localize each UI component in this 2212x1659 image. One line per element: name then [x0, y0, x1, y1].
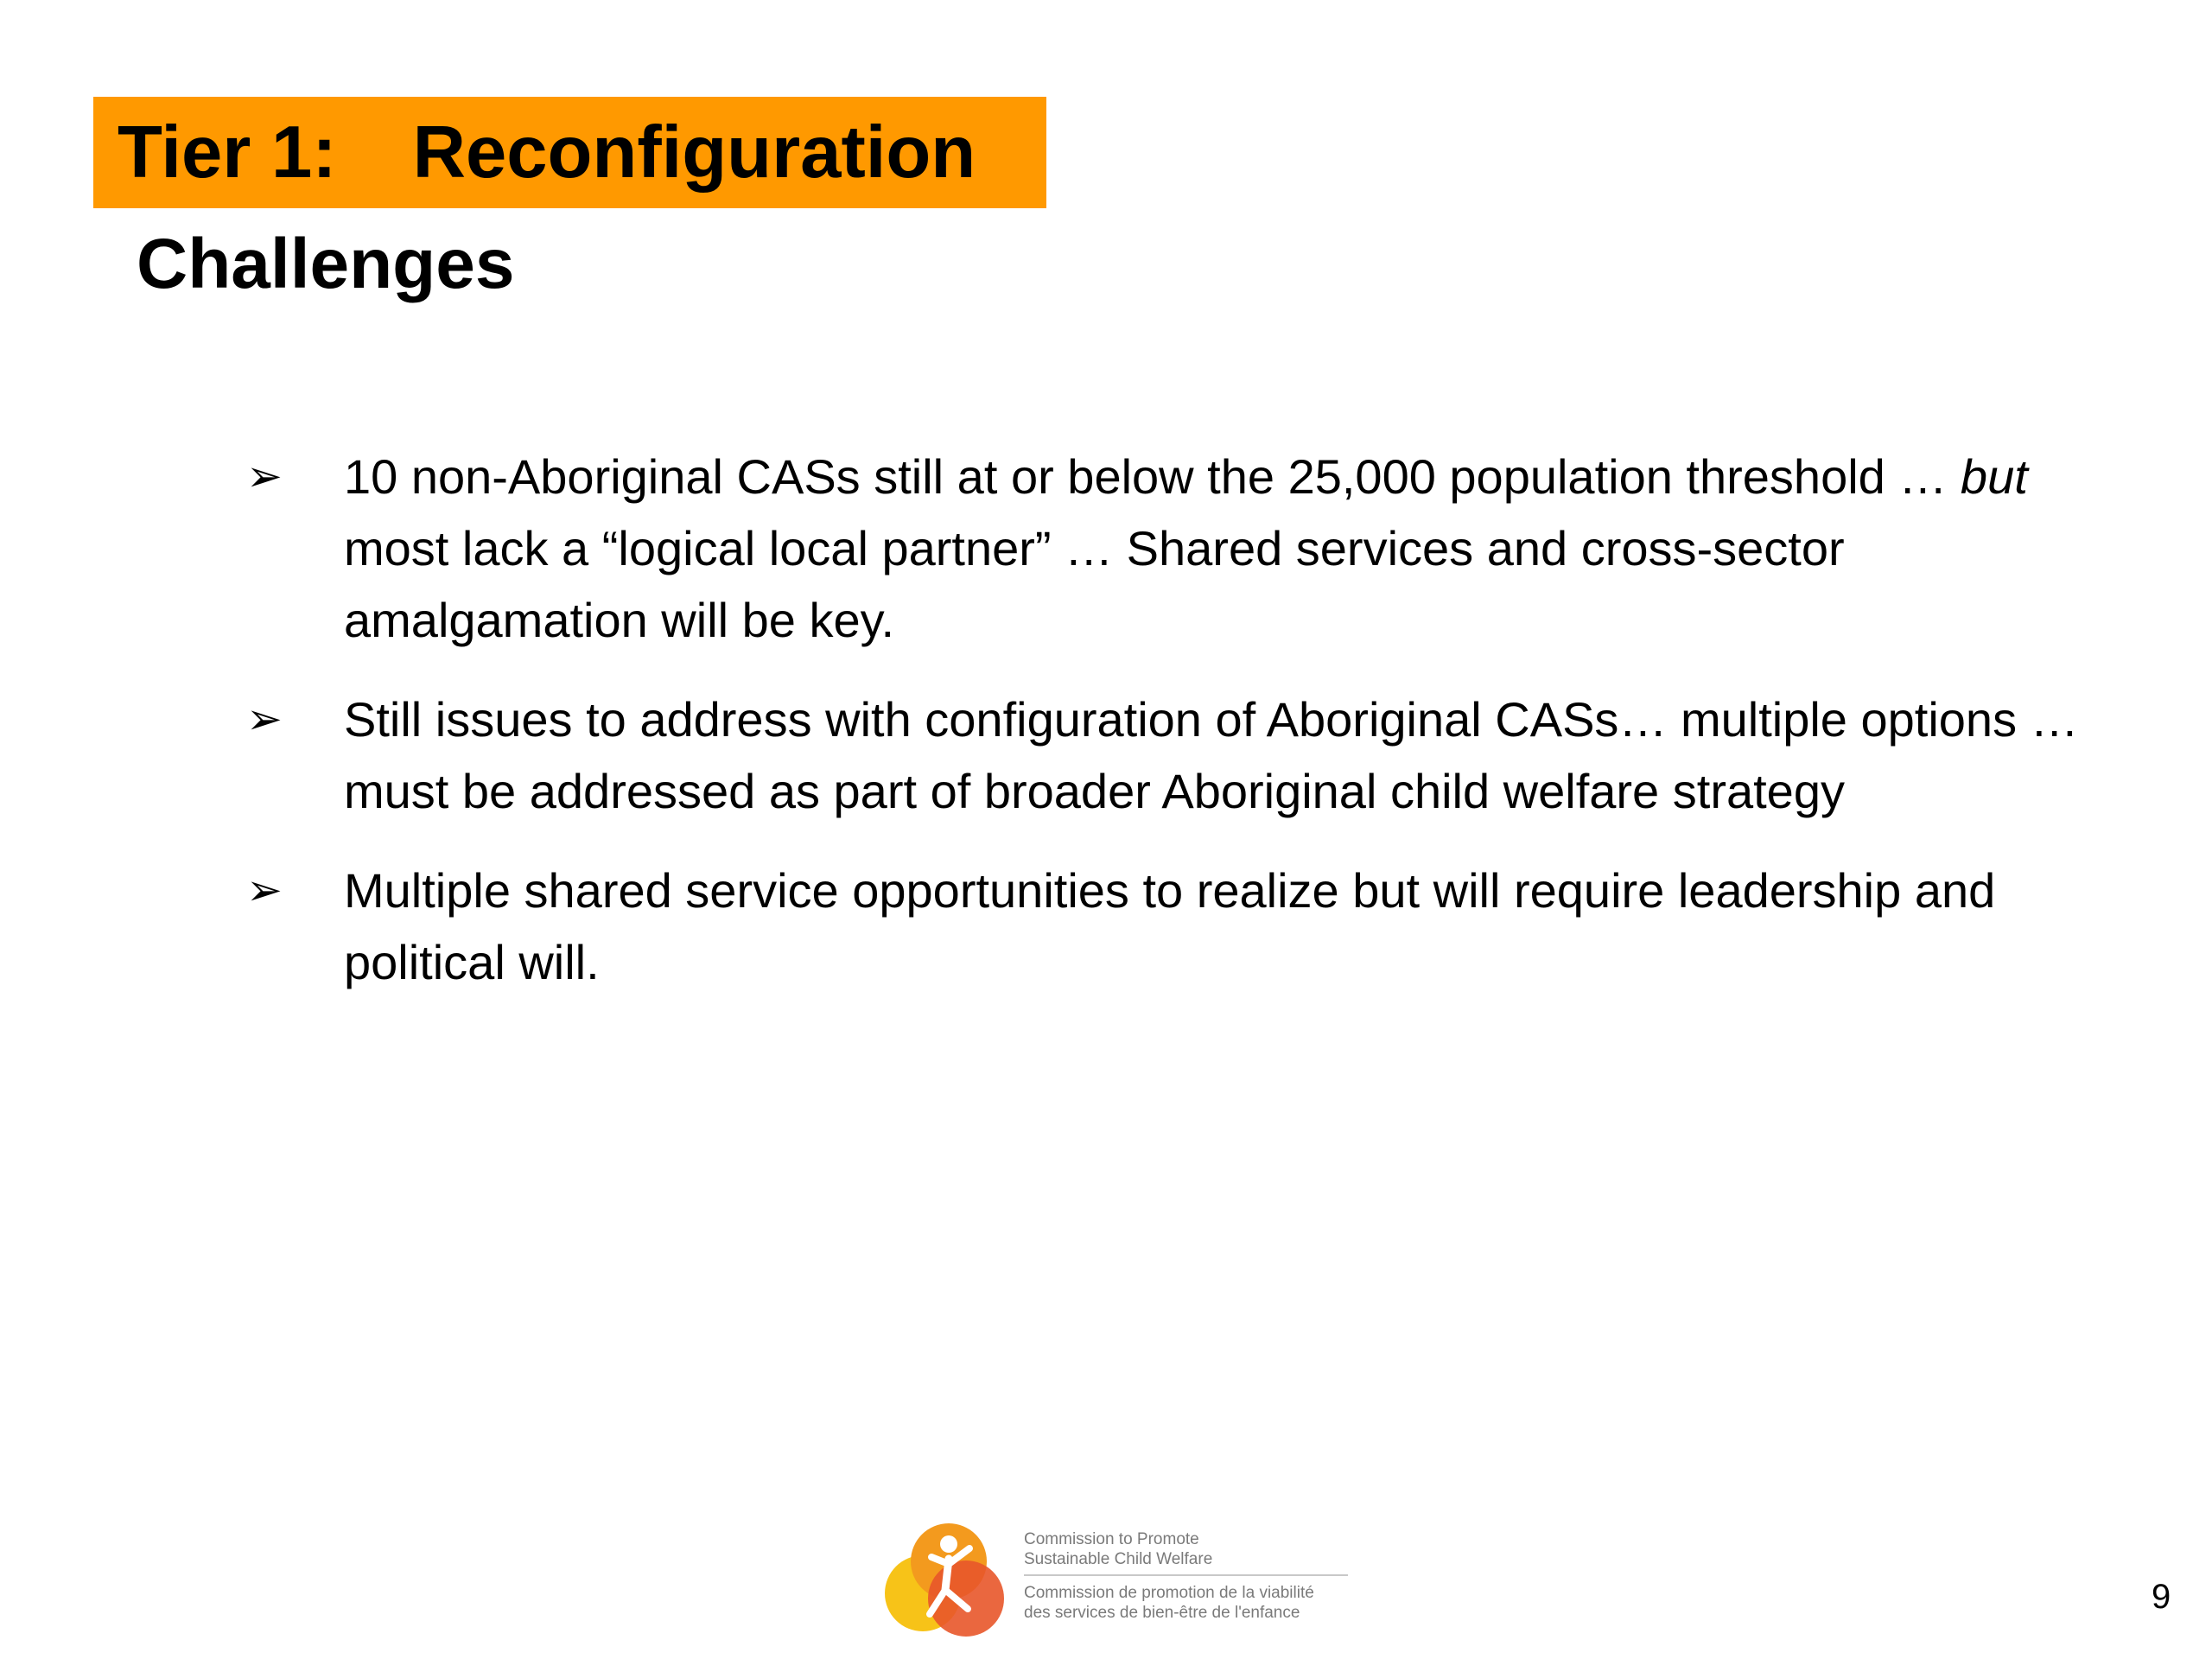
- arrow-bullet-icon: ➢: [246, 451, 283, 501]
- bullet-text-1: [344, 441, 2095, 656]
- arrow-bullet-icon: ➢: [246, 694, 283, 744]
- slide-subtitle: Challenges: [137, 225, 515, 303]
- commission-logo: [881, 1514, 1348, 1643]
- bullet-text-3: Multiple shared service opportunities to realize but will require leadership and political will.: [344, 863, 1996, 989]
- logo-text: [1024, 1529, 1352, 1623]
- page-number: 9: [2152, 1578, 2171, 1616]
- logo-text-english: Commission to Promote Sustainable Child Welfare: [1024, 1530, 1213, 1568]
- bullet-item-3: [246, 855, 2095, 998]
- logo-divider: [1024, 1574, 1348, 1576]
- child-figure-logo-icon: [881, 1514, 1020, 1643]
- title-banner: [93, 97, 1046, 208]
- title-topic: Reconfiguration: [412, 111, 976, 194]
- bullet-item-1: [246, 441, 2095, 656]
- bullet-1-italic: but: [1960, 449, 2028, 504]
- arrow-bullet-icon: ➢: [246, 865, 283, 915]
- title-tier: Tier 1:: [118, 111, 337, 194]
- bullet-list: [246, 441, 2095, 1026]
- bullet-item-2: [246, 683, 2095, 827]
- bullet-1-part-2: most lack a “logical local partner” … Shared services and cross-sector amalgamation will be key.: [344, 521, 1845, 647]
- bullet-text-2: Still issues to address with configuration of Aboriginal CASs… multiple options … must be addressed as part of broader Aboriginal child welfare strategy: [344, 692, 2079, 818]
- bullet-1-part-1: 10 non-Aboriginal CASs still at or below the 25,000 population threshold …: [344, 449, 1961, 504]
- logo-text-french: Commission de promotion de la viabilité des services de bien-être de l'enfance: [1024, 1584, 1314, 1622]
